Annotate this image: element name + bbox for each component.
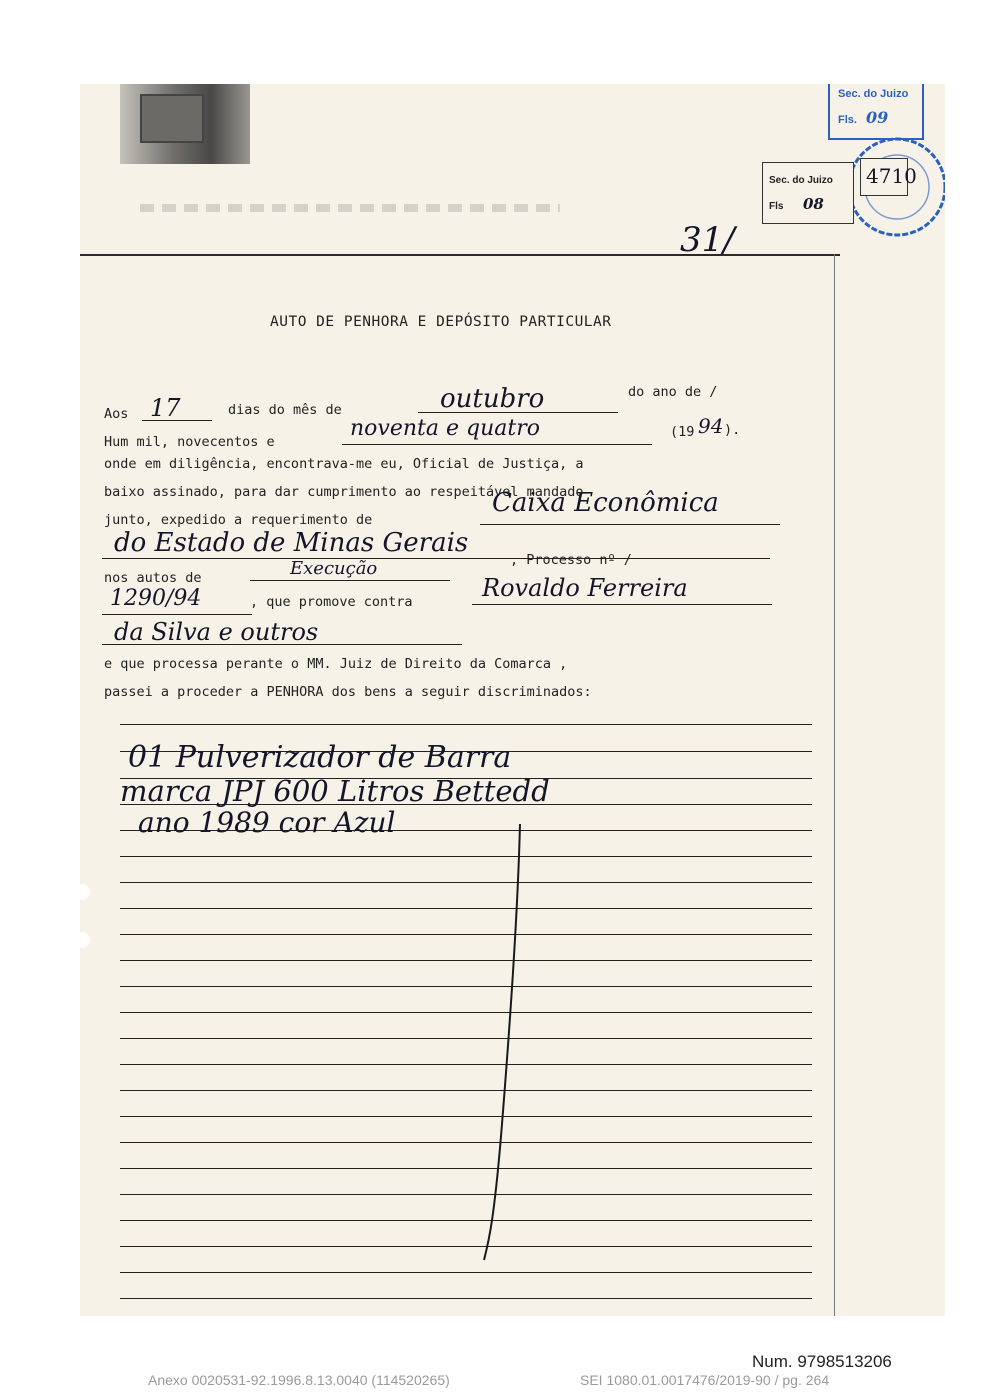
hand-year-digits: 94	[698, 414, 724, 438]
stamp-top-value: 09	[866, 108, 889, 127]
document-title: AUTO DE PENHORA E DEPÓSITO PARTICULAR	[270, 314, 612, 330]
ruled-line	[120, 724, 812, 725]
ruled-line	[120, 934, 812, 935]
ruled-line	[120, 856, 812, 857]
hand-executado-1: Rovaldo Ferreira	[482, 574, 688, 602]
form-right-border	[834, 254, 835, 1316]
hand-month: outubro	[440, 384, 545, 414]
hand-year-words: noventa e quatro	[350, 416, 540, 441]
form-top-rule	[80, 254, 840, 256]
ruled-line	[120, 1168, 812, 1169]
punch-hole	[80, 932, 90, 948]
hand-day: 17	[150, 394, 181, 422]
text-que-promove: , que promove contra	[250, 594, 413, 610]
ruled-line	[120, 1090, 812, 1091]
ruled-line	[120, 882, 812, 883]
underline-processo	[102, 614, 252, 615]
text-line11: passei a proceder a PENHORA dos bens a seguir discriminados:	[104, 684, 592, 700]
text-line3: onde em diligência, encontrava-me eu, Oficial de Justiça, a	[104, 456, 584, 472]
hand-requerente-1: Caixa Econômica	[492, 488, 719, 518]
stamp-top-line2: Fls.	[838, 114, 857, 126]
ruled-line	[120, 1298, 812, 1299]
stamp-mid-value: 08	[803, 195, 824, 213]
ruled-line	[120, 1272, 812, 1273]
stamp-mid-line2: Fls	[769, 201, 784, 212]
stamp-top-line1: Sec. do Juizo	[838, 88, 909, 100]
stamp-mid-line1: Sec. do Juizo	[769, 175, 833, 186]
hand-acao: Execução	[290, 558, 378, 579]
text-do-ano-de: do ano de /	[628, 384, 718, 400]
document-page	[80, 84, 945, 1316]
hand-bens-2: marca JPJ 600 Litros Bettedd	[120, 774, 550, 808]
hand-processo: 1290/94	[110, 586, 202, 611]
text-line4: baixo assinado, para dar cumprimento ao respeitável mandado	[104, 484, 584, 500]
ruled-line	[120, 1194, 812, 1195]
ruled-line	[120, 1038, 812, 1039]
footer-sei: SEI 1080.01.0017476/2019-90 / pg. 264	[580, 1372, 830, 1388]
footer-annex: Anexo 0020531-92.1996.8.13.0040 (114520265)	[148, 1372, 450, 1388]
ruled-line	[120, 908, 812, 909]
underline-requerente-1	[480, 524, 780, 525]
faded-header-line	[140, 204, 560, 212]
ruled-line	[120, 1246, 812, 1247]
punch-hole	[80, 884, 90, 900]
footer-num: Num. 9798513206	[752, 1352, 892, 1371]
hand-bens-1: 01 Pulverizador de Barra	[128, 740, 512, 775]
ruled-line	[120, 1142, 812, 1143]
text-close-paren: ).	[724, 422, 741, 438]
stamp-sec-juizo-middle	[762, 162, 854, 224]
ruled-line	[120, 1064, 812, 1065]
underline-executado-2	[102, 644, 462, 645]
text-processo: , Processo nº /	[510, 552, 632, 568]
text-aos: Aos	[104, 406, 129, 422]
underline-acao	[250, 580, 450, 581]
photocopy-smudge	[140, 94, 204, 143]
hand-requerente-2: do Estado de Minas Gerais	[114, 528, 469, 558]
ruled-line	[120, 986, 812, 987]
page-mark: 31/	[680, 220, 735, 260]
underline-executado-1	[472, 604, 772, 605]
text-line10: e que processa perante o MM. Juiz de Direito da Comarca ,	[104, 656, 568, 672]
ruled-line	[120, 1116, 812, 1117]
text-nos-autos-de: nos autos de	[104, 570, 202, 586]
underline-year-words	[342, 444, 652, 445]
hand-bens-3: ano 1989 cor Azul	[138, 806, 396, 839]
text-line5: junto, expedido a requerimento de	[104, 512, 373, 528]
handwritten-number: 4710	[866, 164, 917, 188]
strike-line	[480, 824, 540, 1264]
ruled-line	[120, 1220, 812, 1221]
ruled-line	[120, 1012, 812, 1013]
hand-executado-2: da Silva e outros	[114, 618, 319, 646]
text-19: (19	[670, 424, 695, 440]
underline-month	[418, 412, 618, 413]
text-hum-mil: Hum mil, novecentos e	[104, 434, 275, 450]
ruled-line	[120, 960, 812, 961]
underline-day	[142, 420, 212, 421]
underline-requerente-2	[102, 558, 770, 559]
text-dias-do-mes: dias do mês de	[228, 402, 342, 418]
